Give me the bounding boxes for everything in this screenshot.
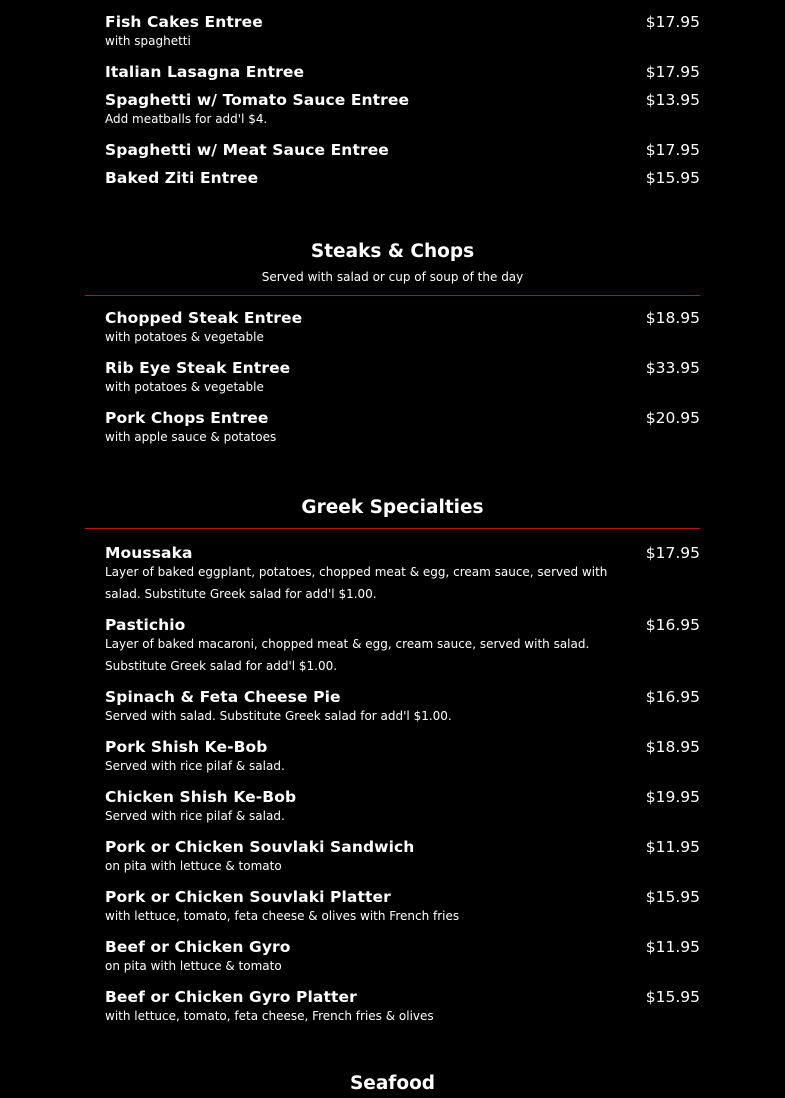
- section-title: Seafood: [349, 1073, 436, 1094]
- item-price: $15.95: [645, 169, 700, 187]
- menu-item: [105, 354, 700, 404]
- item-price: $17.95: [645, 141, 700, 159]
- item-price: $20.95: [645, 409, 700, 427]
- menu-item: [105, 58, 700, 86]
- item-price: $15.95: [645, 888, 700, 906]
- menu-item: [105, 136, 700, 164]
- item-name: Italian Lasagna Entree: [105, 63, 305, 81]
- item-name: Fish Cakes Entree: [105, 13, 263, 31]
- menu-item: [105, 86, 700, 136]
- menu-item: [105, 833, 700, 883]
- menu-item: [105, 733, 700, 783]
- menu-item: [105, 883, 700, 933]
- item-price: $16.95: [645, 688, 700, 706]
- item-description: with potatoes & vegetable: [105, 330, 264, 344]
- section-title: Greek Specialties: [301, 497, 484, 518]
- seafood-section: [0, 1070, 785, 1098]
- item-description: on pita with lettuce & tomato: [105, 859, 282, 873]
- steaks-section: [0, 238, 785, 454]
- item-price: $18.95: [645, 738, 700, 756]
- menu-item: [105, 304, 700, 354]
- item-description: Layer of baked macaroni, chopped meat & egg, cream sauce, served with salad. Substitute Greek salad for add'l $1.00.: [105, 637, 590, 673]
- item-name: Pork Shish Ke-Bob: [105, 738, 268, 756]
- item-name: Moussaka: [105, 544, 193, 562]
- entrees-list: [0, 8, 785, 192]
- item-description: with lettuce, tomato, feta cheese & olives with French fries: [105, 909, 460, 923]
- menu-item: [105, 8, 700, 58]
- item-description: with apple sauce & potatoes: [105, 430, 277, 444]
- item-name: Spaghetti w/ Tomato Sauce Entree: [105, 91, 410, 109]
- item-name: Rib Eye Steak Entree: [105, 359, 291, 377]
- item-name: Chicken Shish Ke-Bob: [105, 788, 297, 806]
- item-description: on pita with lettuce & tomato: [105, 959, 282, 973]
- menu-item: [105, 933, 700, 983]
- item-name: Pork or Chicken Souvlaki Sandwich: [105, 838, 415, 856]
- item-name: Beef or Chicken Gyro: [105, 938, 291, 956]
- item-name: Pork Chops Entree: [105, 409, 269, 427]
- menu-item: [105, 539, 700, 611]
- item-price: $17.95: [645, 544, 700, 562]
- menu-item: [105, 404, 700, 454]
- item-description: with lettuce, tomato, feta cheese, French fries & olives: [105, 1009, 434, 1023]
- menu-item: [105, 983, 700, 1033]
- item-price: $17.95: [645, 13, 700, 31]
- menu-item: [105, 683, 700, 733]
- greek-section: [0, 494, 785, 1033]
- section-title: Steaks & Chops: [310, 241, 475, 262]
- item-price: $16.95: [645, 616, 700, 634]
- item-description: Layer of baked eggplant, potatoes, chopped meat & egg, cream sauce, served with salad. Substitute Greek salad for add'l $1.00.: [105, 565, 608, 601]
- item-description: Served with salad. Substitute Greek salad for add'l $1.00.: [105, 709, 452, 723]
- item-description: with potatoes & vegetable: [105, 380, 264, 394]
- item-description: Served with rice pilaf & salad.: [105, 809, 285, 823]
- item-name: Beef or Chicken Gyro Platter: [105, 988, 357, 1006]
- item-price: $11.95: [645, 938, 700, 956]
- item-price: $13.95: [645, 91, 700, 109]
- item-price: $17.95: [645, 63, 700, 81]
- menu-item: [105, 783, 700, 833]
- menu-item: [105, 164, 700, 192]
- item-price: $33.95: [645, 359, 700, 377]
- section-subtitle: Served with salad or cup of soup of the day: [261, 270, 524, 284]
- item-name: Spaghetti w/ Meat Sauce Entree: [105, 141, 389, 159]
- item-price: $15.95: [645, 988, 700, 1006]
- item-name: Chopped Steak Entree: [105, 309, 303, 327]
- item-name: Spinach & Feta Cheese Pie: [105, 688, 341, 706]
- item-name: Baked Ziti Entree: [105, 169, 259, 187]
- item-price: $18.95: [645, 309, 700, 327]
- menu-item: [105, 611, 700, 683]
- item-description: Served with rice pilaf & salad.: [105, 759, 285, 773]
- item-name: Pastichio: [105, 616, 186, 634]
- item-price: $19.95: [645, 788, 700, 806]
- item-description: with spaghetti: [105, 34, 191, 48]
- item-price: $11.95: [645, 838, 700, 856]
- item-name: Pork or Chicken Souvlaki Platter: [105, 888, 391, 906]
- item-description: Add meatballs for add'l $4.: [105, 112, 268, 126]
